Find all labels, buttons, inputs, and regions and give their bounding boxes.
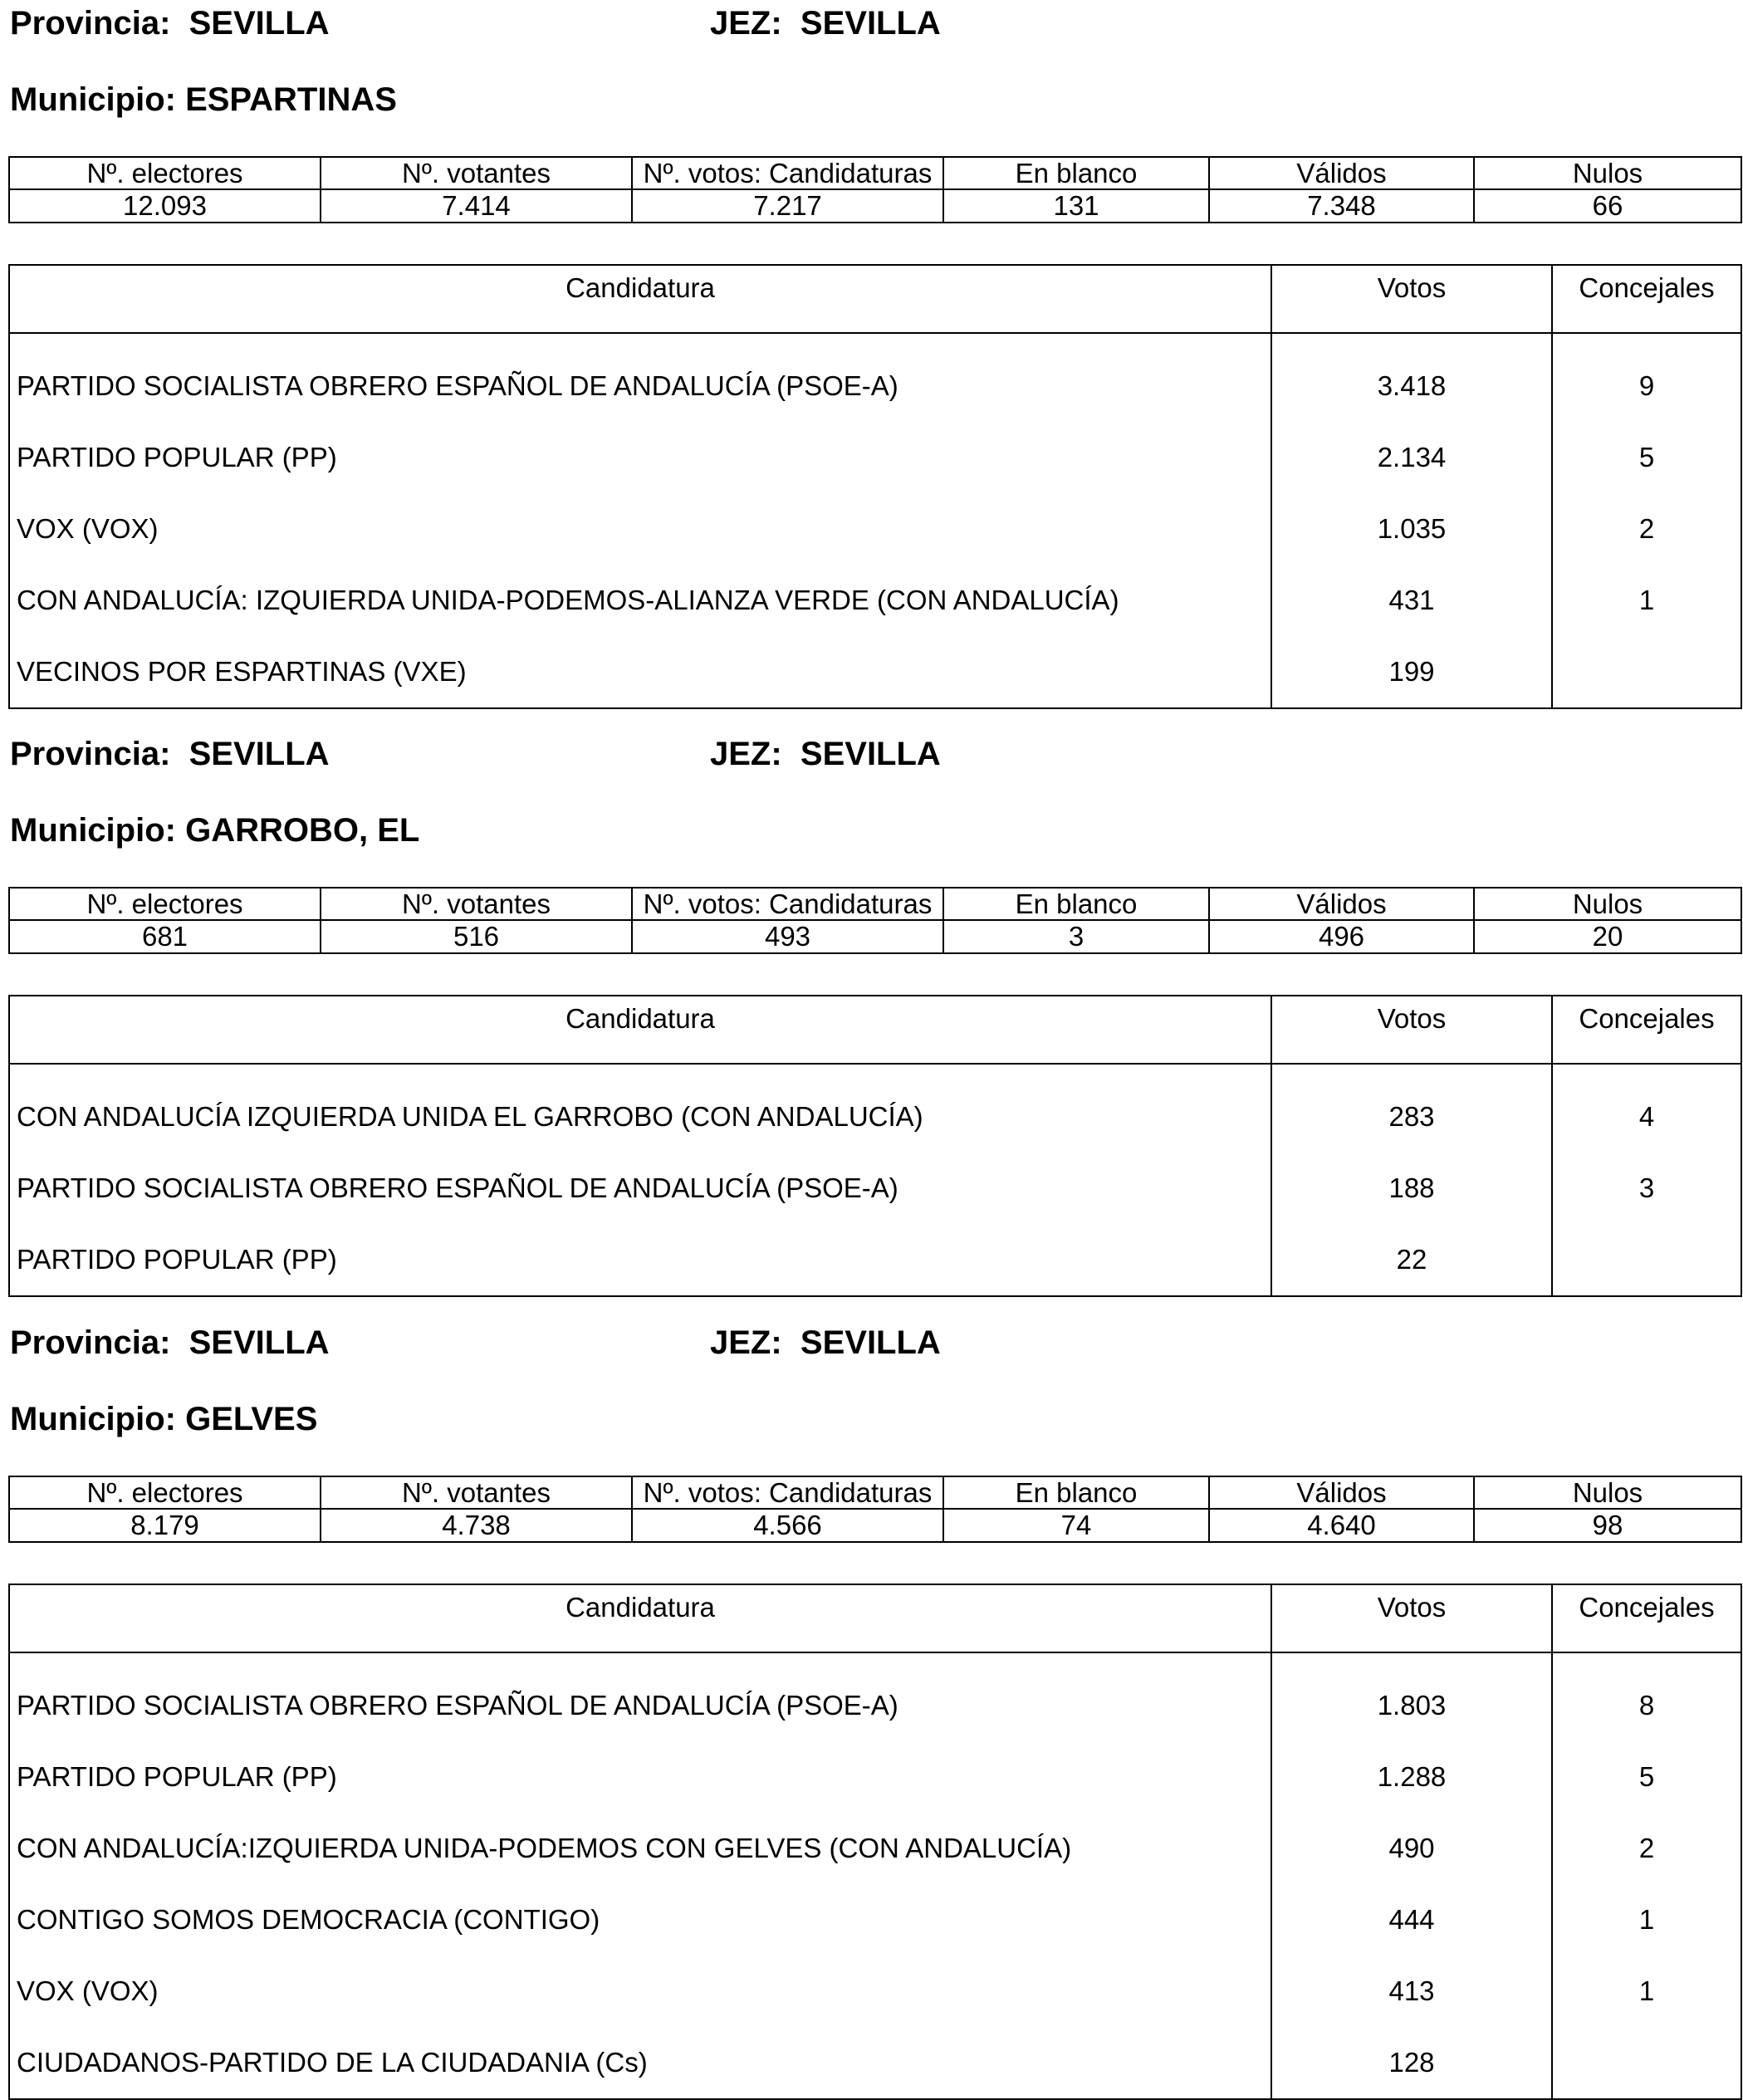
candidatura-row [9, 2027, 1741, 2099]
candidatura-name: CONTIGO SOMOS DEMOCRACIA (CONTIGO) [9, 1884, 1271, 1956]
candidatura-seats [1552, 2027, 1741, 2099]
candidatura-row [9, 333, 1741, 422]
candidatura-row [9, 1224, 1741, 1296]
candidatura-row [9, 1064, 1741, 1153]
stats-value-row [9, 189, 1741, 223]
stats-value-cell: 3 [943, 920, 1209, 953]
candidatura-row [9, 565, 1741, 636]
candidatura-votes: 444 [1271, 1884, 1552, 1956]
candidatura-votes: 1.035 [1271, 493, 1552, 565]
candidaturas-table [8, 1584, 1742, 2100]
candidatura-name: PARTIDO POPULAR (PP) [9, 1224, 1271, 1296]
stats-header-cell: Nº. electores [9, 1476, 321, 1509]
candidatura-seats: 2 [1552, 1813, 1741, 1884]
candidatura-votes: 1.288 [1271, 1741, 1552, 1813]
stats-header-cell: Nº. votos: Candidaturas [632, 888, 943, 920]
candidatura-name: CON ANDALUCÍA IZQUIERDA UNIDA EL GARROBO (CON ANDALUCÍA) [9, 1064, 1271, 1153]
candidaturas-header-name: Candidatura [9, 265, 1271, 333]
candidatura-row [9, 1813, 1741, 1884]
candidatura-row [9, 1153, 1741, 1224]
candidatura-votes: 1.803 [1271, 1652, 1552, 1741]
stats-header-cell: Nº. votantes [321, 157, 632, 189]
candidatura-votes: 128 [1271, 2027, 1552, 2099]
candidatura-row [9, 422, 1741, 493]
stats-header-cell: Nº. votos: Candidaturas [632, 157, 943, 189]
candidaturas-header-votes: Votos [1271, 265, 1552, 333]
candidatura-name: PARTIDO POPULAR (PP) [9, 1741, 1271, 1813]
provincia-label: Provincia: SEVILLA [10, 1324, 330, 1361]
stats-value-cell: 496 [1209, 920, 1474, 953]
stats-table [8, 887, 1742, 954]
stats-value-cell: 98 [1474, 1509, 1741, 1542]
stats-value-cell: 7.217 [632, 189, 943, 223]
candidatura-votes: 431 [1271, 565, 1552, 636]
stats-value-cell: 4.738 [321, 1509, 632, 1542]
stats-header-cell: Nº. votantes [321, 1476, 632, 1509]
candidaturas-header-seats: Concejales [1552, 265, 1741, 333]
stats-table [8, 1476, 1742, 1543]
candidatura-seats: 4 [1552, 1064, 1741, 1153]
candidatura-name: PARTIDO SOCIALISTA OBRERO ESPAÑOL DE ANDALUCÍA (PSOE-A) [9, 333, 1271, 422]
candidatura-votes: 188 [1271, 1153, 1552, 1224]
candidaturas-header-row [9, 996, 1741, 1064]
stats-table [8, 156, 1742, 223]
stats-header-cell: Nº. electores [9, 157, 321, 189]
candidatura-votes: 3.418 [1271, 333, 1552, 422]
candidaturas-table [8, 995, 1742, 1297]
candidatura-name: VECINOS POR ESPARTINAS (VXE) [9, 636, 1271, 708]
candidatura-seats: 9 [1552, 333, 1741, 422]
candidaturas-header-seats: Concejales [1552, 1584, 1741, 1652]
candidatura-row [9, 493, 1741, 565]
stats-header-cell: Válidos [1209, 888, 1474, 920]
stats-header-cell: Nº. votantes [321, 888, 632, 920]
stats-value-cell: 66 [1474, 189, 1741, 223]
stats-header-row [9, 157, 1741, 189]
candidatura-seats: 1 [1552, 1956, 1741, 2027]
stats-value-row [9, 1509, 1741, 1542]
stats-header-cell: En blanco [943, 157, 1209, 189]
stats-header-cell: En blanco [943, 888, 1209, 920]
candidatura-name: CON ANDALUCÍA:IZQUIERDA UNIDA-PODEMOS CON GELVES (CON ANDALUCÍA) [9, 1813, 1271, 1884]
stats-value-row [9, 920, 1741, 953]
provincia-label: Provincia: SEVILLA [10, 5, 330, 42]
stats-value-cell: 7.348 [1209, 189, 1474, 223]
candidaturas-table [8, 264, 1742, 709]
candidatura-name: PARTIDO SOCIALISTA OBRERO ESPAÑOL DE ANDALUCÍA (PSOE-A) [9, 1652, 1271, 1741]
stats-value-cell: 681 [9, 920, 321, 953]
municipio-title: Municipio: ESPARTINAS [10, 81, 397, 118]
stats-value-cell: 8.179 [9, 1509, 321, 1542]
stats-header-cell: Nº. votos: Candidaturas [632, 1476, 943, 1509]
candidatura-seats: 5 [1552, 422, 1741, 493]
candidatura-votes: 199 [1271, 636, 1552, 708]
candidatura-row [9, 1884, 1741, 1956]
stats-header-cell: Nulos [1474, 157, 1741, 189]
candidatura-seats [1552, 1224, 1741, 1296]
stats-value-cell: 74 [943, 1509, 1209, 1542]
stats-value-cell: 12.093 [9, 189, 321, 223]
stats-value-cell: 131 [943, 189, 1209, 223]
candidatura-row [9, 1956, 1741, 2027]
candidatura-votes: 413 [1271, 1956, 1552, 2027]
candidatura-votes: 490 [1271, 1813, 1552, 1884]
candidatura-seats: 5 [1552, 1741, 1741, 1813]
candidatura-name: CIUDADANOS-PARTIDO DE LA CIUDADANIA (Cs) [9, 2027, 1271, 2099]
stats-value-cell: 516 [321, 920, 632, 953]
candidaturas-header-votes: Votos [1271, 996, 1552, 1064]
candidaturas-header-seats: Concejales [1552, 996, 1741, 1064]
municipio-title: Municipio: GELVES [10, 1401, 318, 1437]
stats-header-row [9, 888, 1741, 920]
stats-header-cell: Válidos [1209, 1476, 1474, 1509]
stats-value-cell: 493 [632, 920, 943, 953]
candidaturas-header-row [9, 265, 1741, 333]
candidatura-name: CON ANDALUCÍA: IZQUIERDA UNIDA-PODEMOS-ALIANZA VERDE (CON ANDALUCÍA) [9, 565, 1271, 636]
candidaturas-header-row [9, 1584, 1741, 1652]
candidatura-row [9, 1652, 1741, 1741]
stats-value-cell: 4.566 [632, 1509, 943, 1542]
jez-label: JEZ: SEVILLA [710, 5, 941, 42]
candidatura-name: VOX (VOX) [9, 1956, 1271, 2027]
municipio-title: Municipio: GARROBO, EL [10, 812, 420, 849]
candidatura-seats: 2 [1552, 493, 1741, 565]
candidatura-name: PARTIDO POPULAR (PP) [9, 422, 1271, 493]
stats-header-row [9, 1476, 1741, 1509]
candidatura-seats: 3 [1552, 1153, 1741, 1224]
candidatura-seats: 1 [1552, 565, 1741, 636]
candidatura-name: PARTIDO SOCIALISTA OBRERO ESPAÑOL DE ANDALUCÍA (PSOE-A) [9, 1153, 1271, 1224]
candidatura-name: VOX (VOX) [9, 493, 1271, 565]
candidatura-seats [1552, 636, 1741, 708]
stats-value-cell: 4.640 [1209, 1509, 1474, 1542]
candidatura-seats: 8 [1552, 1652, 1741, 1741]
candidatura-row [9, 636, 1741, 708]
provincia-label: Provincia: SEVILLA [10, 736, 330, 772]
candidatura-row [9, 1741, 1741, 1813]
candidatura-votes: 2.134 [1271, 422, 1552, 493]
stats-value-cell: 7.414 [321, 189, 632, 223]
stats-header-cell: En blanco [943, 1476, 1209, 1509]
stats-value-cell: 20 [1474, 920, 1741, 953]
stats-header-cell: Nº. electores [9, 888, 321, 920]
candidaturas-header-name: Candidatura [9, 1584, 1271, 1652]
jez-label: JEZ: SEVILLA [710, 1324, 941, 1361]
candidatura-votes: 22 [1271, 1224, 1552, 1296]
candidaturas-header-votes: Votos [1271, 1584, 1552, 1652]
candidatura-votes: 283 [1271, 1064, 1552, 1153]
stats-header-cell: Nulos [1474, 1476, 1741, 1509]
jez-label: JEZ: SEVILLA [710, 736, 941, 772]
stats-header-cell: Nulos [1474, 888, 1741, 920]
candidaturas-header-name: Candidatura [9, 996, 1271, 1064]
candidatura-seats: 1 [1552, 1884, 1741, 1956]
stats-header-cell: Válidos [1209, 157, 1474, 189]
